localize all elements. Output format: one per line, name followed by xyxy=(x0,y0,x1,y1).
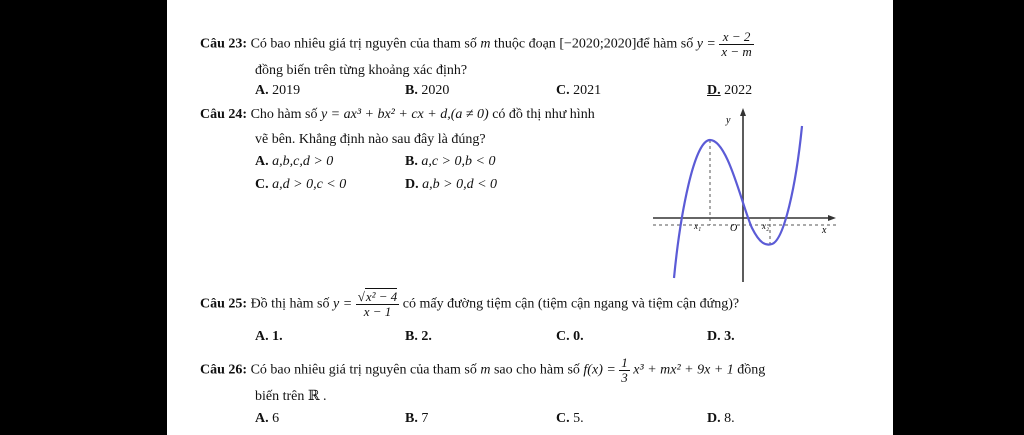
q23-text1: Có bao nhiêu giá trị nguyên của tham số xyxy=(250,36,477,52)
q25-frac-den: x − 1 xyxy=(363,304,392,319)
q23-option-c-value: 2021 xyxy=(573,83,602,98)
q24-text2: có đồ thị như hình xyxy=(492,107,595,122)
q26-option-d-value: 8. xyxy=(724,411,735,426)
q26-option-c-value: 5. xyxy=(573,411,584,426)
q26-func-lhs: f(x) = xyxy=(583,362,616,378)
q25-option-c[interactable] xyxy=(556,328,584,346)
q23-option-a-letter: A. xyxy=(255,83,269,98)
graph-y-arrow xyxy=(740,108,746,116)
q23-option-a[interactable] xyxy=(255,82,300,100)
graph-cubic-curve xyxy=(674,126,802,278)
graph-x2-label: x₂ xyxy=(762,221,770,231)
q25-option-a[interactable] xyxy=(255,328,283,346)
q24-line2: vẽ bên. Khẳng định nào sau đây là đúng? xyxy=(255,132,486,147)
q26-frac-den: 3 xyxy=(621,370,628,385)
q24-option-c-value: a,d > 0,c < 0 xyxy=(272,177,347,192)
q25-option-b-value: 2. xyxy=(421,329,432,344)
q24-option-d-letter: D. xyxy=(405,177,419,192)
right-black-border xyxy=(893,0,1024,435)
q24-label: Câu 24: xyxy=(200,107,248,122)
q26-fraction xyxy=(619,356,630,385)
q25-text2: có mấy đường tiệm cận (tiệm cận ngang và tiệm cận đứng)? xyxy=(402,296,740,312)
q23-option-b-letter: B. xyxy=(405,83,418,98)
left-black-border xyxy=(0,0,167,435)
q24-cubic-graph xyxy=(650,106,840,284)
document-page xyxy=(167,0,893,435)
q26-text3: đồng xyxy=(737,362,766,378)
q24-option-a-letter: A. xyxy=(255,154,269,169)
q24-option-d-value: a,b > 0,d < 0 xyxy=(422,177,498,192)
q26-option-b-letter: B. xyxy=(405,411,418,426)
q24-option-c-letter: C. xyxy=(255,177,269,192)
graph-origin-label: O xyxy=(730,223,738,234)
graph-x-arrow xyxy=(828,215,836,221)
q24-text1: Cho hàm số xyxy=(250,107,318,122)
graph-y-label: y xyxy=(726,115,731,126)
q23-option-d-letter: D. xyxy=(707,83,721,98)
q23-param: m xyxy=(480,36,491,52)
q23-option-b[interactable] xyxy=(405,82,449,100)
q24-option-a[interactable] xyxy=(255,153,333,171)
q24-option-a-value: a,b,c,d > 0 xyxy=(272,154,334,169)
q26-label: Câu 26: xyxy=(200,362,248,378)
graph-x1-label: x₁ xyxy=(694,221,702,231)
q26-option-a-value: 6 xyxy=(272,411,280,426)
q23-option-d[interactable] xyxy=(707,82,752,100)
q26-text1: Có bao nhiêu giá trị nguyên của tham số xyxy=(250,362,477,378)
q25-option-c-value: 0. xyxy=(573,329,584,344)
q23-fraction xyxy=(719,30,753,59)
q25-text1: Đồ thị hàm số xyxy=(250,296,330,312)
q23-text2: thuộc đoạn xyxy=(493,36,556,52)
q26-option-b-value: 7 xyxy=(421,411,429,426)
q23-option-c[interactable] xyxy=(556,82,601,100)
q23-option-b-value: 2020 xyxy=(421,83,450,98)
q24-option-b[interactable] xyxy=(405,153,495,171)
q23-option-c-letter: C. xyxy=(556,83,570,98)
q23-option-d-value: 2022 xyxy=(724,83,753,98)
q23-line2: đồng biến trên từng khoảng xác định? xyxy=(255,63,468,78)
q26-option-b[interactable] xyxy=(405,410,428,428)
q23-text3: để hàm số xyxy=(636,36,694,52)
q25-fraction xyxy=(356,290,400,319)
q25-option-c-letter: C. xyxy=(556,329,570,344)
q25-label: Câu 25: xyxy=(200,296,248,312)
q23-option-a-value: 2019 xyxy=(272,83,301,98)
q23-interval: [−2020;2020] xyxy=(559,36,637,52)
graph-x-label: x xyxy=(822,225,827,236)
q24-option-b-letter: B. xyxy=(405,154,418,169)
q25-option-b[interactable] xyxy=(405,328,432,346)
q25-line1 xyxy=(200,290,739,319)
q26-line2: biến trên ℝ . xyxy=(255,389,327,404)
q26-option-d-letter: D. xyxy=(707,411,721,426)
q26-frac-num: 1 xyxy=(621,355,628,370)
q24-option-b-value: a,c > 0,b < 0 xyxy=(421,154,496,169)
q25-option-a-letter: A. xyxy=(255,329,269,344)
q25-option-d-letter: D. xyxy=(707,329,721,344)
q25-sqrt-content: x² − 4 xyxy=(365,289,398,304)
q25-option-d[interactable] xyxy=(707,328,735,346)
q23-func-lhs: y = xyxy=(696,36,716,52)
q26-line1 xyxy=(200,356,765,385)
q25-frac-num: √x² − 4 xyxy=(357,289,398,304)
q25-func-lhs: y = xyxy=(333,296,353,312)
q23-label: Câu 23: xyxy=(200,36,248,52)
q24-line1 xyxy=(200,106,595,124)
q23-line1 xyxy=(200,30,754,59)
q26-func-rhs: x³ + mx² + 9x + 1 xyxy=(633,362,734,378)
q25-option-b-letter: B. xyxy=(405,329,418,344)
q26-option-c-letter: C. xyxy=(556,411,570,426)
q24-func: y = ax³ + bx² + cx + d,(a ≠ 0) xyxy=(320,107,489,122)
q26-option-a-letter: A. xyxy=(255,411,269,426)
q26-option-c[interactable] xyxy=(556,410,584,428)
q26-text2: sao cho hàm số xyxy=(493,362,580,378)
q25-option-a-value: 1. xyxy=(272,329,283,344)
q24-option-c[interactable] xyxy=(255,176,346,194)
q26-option-a[interactable] xyxy=(255,410,279,428)
q24-option-d[interactable] xyxy=(405,176,497,194)
q23-frac-num: x − 2 xyxy=(719,30,753,45)
q25-option-d-value: 3. xyxy=(724,329,735,344)
q26-option-d[interactable] xyxy=(707,410,735,428)
q26-param: m xyxy=(480,362,491,378)
q23-frac-den: x − m xyxy=(721,44,752,59)
